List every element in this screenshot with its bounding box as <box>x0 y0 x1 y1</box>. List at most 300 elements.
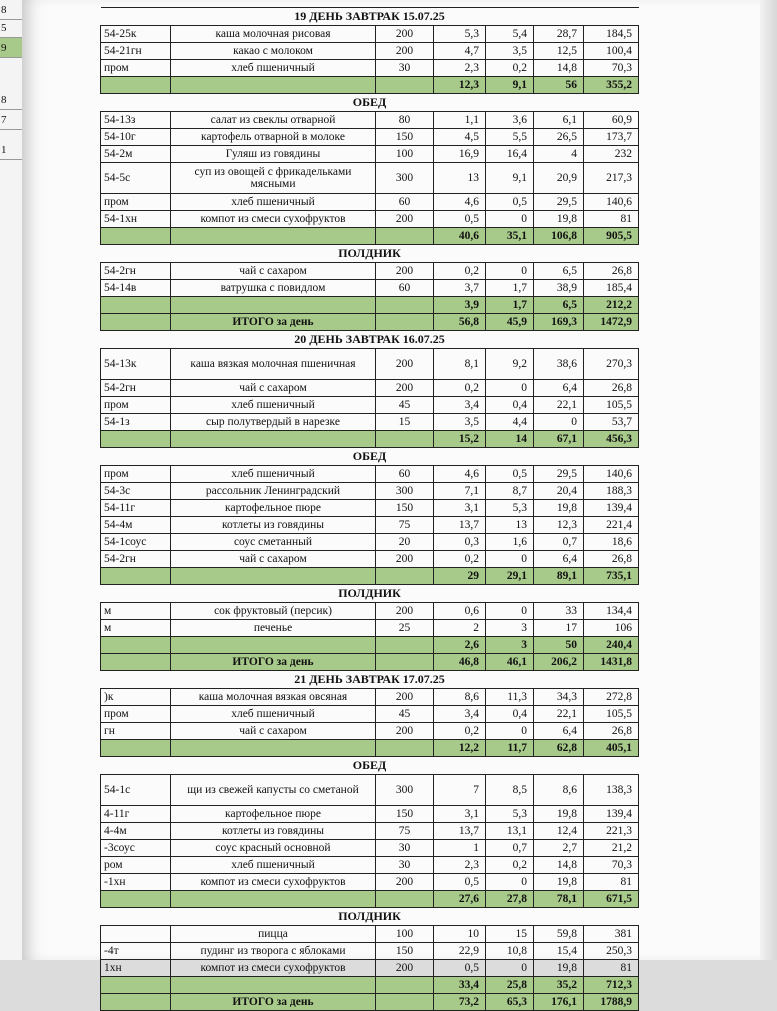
cell-protein: 0,2 <box>434 263 486 280</box>
cell-dish: каша молочная вязкая овсяная <box>171 689 376 706</box>
cell-kcal: 1788,9 <box>584 994 639 1011</box>
cell-protein: 40,6 <box>434 228 486 245</box>
dish-row <box>101 26 639 43</box>
cell-code <box>101 77 171 94</box>
cell-portion: 200 <box>376 263 434 280</box>
meal-section-header <box>101 757 639 775</box>
cell-code: -1хн <box>101 874 171 891</box>
cell-carbs: 2,7 <box>534 840 584 857</box>
cell-carbs: 6,5 <box>534 297 584 314</box>
cell-carbs: 106,8 <box>534 228 584 245</box>
cell-protein: 1 <box>434 840 486 857</box>
dish-row <box>101 943 639 960</box>
cell-portion <box>376 740 434 757</box>
cell-carbs: 6,1 <box>534 112 584 129</box>
cell-protein: 0,2 <box>434 380 486 397</box>
cell-fat: 3 <box>486 620 534 637</box>
dish-row <box>101 874 639 891</box>
cell-fat: 13,1 <box>486 823 534 840</box>
cell-dish <box>171 637 376 654</box>
dish-row <box>101 163 639 194</box>
cell-protein: 0,5 <box>434 874 486 891</box>
cell-portion: 150 <box>376 129 434 146</box>
cell-kcal: 105,5 <box>584 706 639 723</box>
cell-code: 54-13к <box>101 349 171 380</box>
section-title: ПОЛДНИК <box>101 585 639 603</box>
cell-code: 54-3с <box>101 483 171 500</box>
daily-menu-table <box>100 7 639 1011</box>
cell-kcal: 138,3 <box>584 775 639 806</box>
cell-code: пром <box>101 194 171 211</box>
cell-carbs: 6,4 <box>534 551 584 568</box>
cell-dish: компот из смеси сухофруктов <box>171 874 376 891</box>
cell-fat: 0,7 <box>486 840 534 857</box>
cell-carbs: 62,8 <box>534 740 584 757</box>
cell-portion <box>376 994 434 1011</box>
meal-section-header <box>101 94 639 112</box>
cell-protein: 3,5 <box>434 414 486 431</box>
cell-portion <box>376 654 434 671</box>
cell-protein: 0,5 <box>434 211 486 228</box>
background-spreadsheet-edge <box>0 0 23 960</box>
cell-portion: 200 <box>376 43 434 60</box>
dish-row <box>101 500 639 517</box>
cell-portion: 20 <box>376 534 434 551</box>
cell-dish: хлеб пшеничный <box>171 60 376 77</box>
cell-portion <box>376 77 434 94</box>
cell-code: 54-14в <box>101 280 171 297</box>
cell-kcal: 26,8 <box>584 263 639 280</box>
cell-carbs: 20,9 <box>534 163 584 194</box>
left-sheet-cell: 9 <box>0 38 22 58</box>
cell-code: 54-2гн <box>101 380 171 397</box>
left-sheet-cell: 1 <box>0 140 22 160</box>
dish-row <box>101 263 639 280</box>
cell-protein: 2 <box>434 620 486 637</box>
cell-dish: рассольник Ленинградский <box>171 483 376 500</box>
dish-row <box>101 349 639 380</box>
cell-dish: чай с сахаром <box>171 263 376 280</box>
cell-dish: какао с молоком <box>171 43 376 60</box>
cell-protein: 29 <box>434 568 486 585</box>
cell-portion <box>376 977 434 994</box>
cell-carbs: 19,8 <box>534 960 584 977</box>
cell-code <box>101 568 171 585</box>
cell-fat: 3 <box>486 637 534 654</box>
cell-fat: 0 <box>486 603 534 620</box>
cell-fat: 65,3 <box>486 994 534 1011</box>
cell-code: -4т <box>101 943 171 960</box>
cell-dish: салат из свеклы отварной <box>171 112 376 129</box>
cell-code: 4-4м <box>101 823 171 840</box>
dish-row <box>101 551 639 568</box>
cell-protein: 7,1 <box>434 483 486 500</box>
cell-carbs: 89,1 <box>534 568 584 585</box>
cell-portion <box>376 297 434 314</box>
cell-fat: 13 <box>486 517 534 534</box>
cell-portion: 75 <box>376 823 434 840</box>
cell-protein: 3,4 <box>434 706 486 723</box>
cell-protein: 8,6 <box>434 689 486 706</box>
cell-carbs: 4 <box>534 146 584 163</box>
cell-protein: 0,2 <box>434 551 486 568</box>
dish-row <box>101 620 639 637</box>
cell-dish: ИТОГО за день <box>171 994 376 1011</box>
dish-row <box>101 806 639 823</box>
cell-fat: 0 <box>486 211 534 228</box>
cell-fat: 16,4 <box>486 146 534 163</box>
dish-row <box>101 112 639 129</box>
left-sheet-cell: 8 <box>0 0 22 20</box>
cell-dish: картофель отварной в молоке <box>171 129 376 146</box>
cell-kcal: 106 <box>584 620 639 637</box>
cell-dish: пицца <box>171 926 376 943</box>
totals-row <box>101 637 639 654</box>
section-title: ОБЕД <box>101 94 639 112</box>
cell-kcal: 60,9 <box>584 112 639 129</box>
cell-portion: 200 <box>376 551 434 568</box>
cell-carbs: 6,4 <box>534 723 584 740</box>
cell-portion <box>376 314 434 331</box>
cell-portion: 200 <box>376 603 434 620</box>
cell-kcal: 1472,9 <box>584 314 639 331</box>
cell-carbs: 6,4 <box>534 380 584 397</box>
cell-carbs: 169,3 <box>534 314 584 331</box>
dish-row <box>101 689 639 706</box>
cell-dish <box>171 977 376 994</box>
cell-kcal: 53,7 <box>584 414 639 431</box>
totals-row <box>101 568 639 585</box>
cell-protein: 3,9 <box>434 297 486 314</box>
cell-carbs: 20,4 <box>534 483 584 500</box>
dish-row <box>101 146 639 163</box>
cell-dish <box>171 740 376 757</box>
cell-dish: хлеб пшеничный <box>171 466 376 483</box>
cell-portion: 200 <box>376 380 434 397</box>
cell-fat: 0 <box>486 263 534 280</box>
cell-code: пром <box>101 706 171 723</box>
cell-kcal: 905,5 <box>584 228 639 245</box>
cell-dish: компот из смеси сухофруктов <box>171 960 376 977</box>
cell-dish: сок фруктовый (персик) <box>171 603 376 620</box>
cell-kcal: 232 <box>584 146 639 163</box>
cell-portion: 200 <box>376 349 434 380</box>
cell-kcal: 405,1 <box>584 740 639 757</box>
dish-row <box>101 483 639 500</box>
cell-kcal: 270,3 <box>584 349 639 380</box>
cell-portion: 200 <box>376 689 434 706</box>
cell-kcal: 18,6 <box>584 534 639 551</box>
cell-fat: 1,6 <box>486 534 534 551</box>
cell-kcal: 1431,8 <box>584 654 639 671</box>
cell-kcal: 26,8 <box>584 551 639 568</box>
cell-carbs: 67,1 <box>534 431 584 448</box>
cell-fat: 1,7 <box>486 280 534 297</box>
cell-protein: 3,1 <box>434 500 486 517</box>
dish-row <box>101 960 639 977</box>
totals-row <box>101 431 639 448</box>
cell-protein: 5,3 <box>434 26 486 43</box>
cell-kcal: 70,3 <box>584 857 639 874</box>
dish-row <box>101 60 639 77</box>
cell-kcal: 100,4 <box>584 43 639 60</box>
cell-kcal: 735,1 <box>584 568 639 585</box>
cell-carbs: 33 <box>534 603 584 620</box>
cell-kcal: 456,3 <box>584 431 639 448</box>
cell-kcal: 671,5 <box>584 891 639 908</box>
cell-fat: 0,2 <box>486 857 534 874</box>
cell-protein: 2,3 <box>434 60 486 77</box>
dish-row <box>101 43 639 60</box>
cell-fat: 0,5 <box>486 466 534 483</box>
cell-fat: 9,2 <box>486 349 534 380</box>
cell-protein: 56,8 <box>434 314 486 331</box>
cell-code <box>101 314 171 331</box>
cell-kcal: 81 <box>584 960 639 977</box>
dish-row <box>101 414 639 431</box>
cell-protein: 12,3 <box>434 77 486 94</box>
meal-section-header <box>101 908 639 926</box>
cell-code <box>101 740 171 757</box>
cell-dish: хлеб пшеничный <box>171 857 376 874</box>
cell-dish: соус красный основной <box>171 840 376 857</box>
cell-code <box>101 637 171 654</box>
cell-carbs: 22,1 <box>534 397 584 414</box>
cell-kcal: 139,4 <box>584 806 639 823</box>
totals-row <box>101 891 639 908</box>
meal-section-header <box>101 585 639 603</box>
cell-code: 54-1с <box>101 775 171 806</box>
cell-code: 54-2м <box>101 146 171 163</box>
cell-carbs: 26,5 <box>534 129 584 146</box>
cell-fat: 45,9 <box>486 314 534 331</box>
cell-protein: 1,1 <box>434 112 486 129</box>
cell-kcal: 173,7 <box>584 129 639 146</box>
totals-row <box>101 314 639 331</box>
cell-protein: 0,2 <box>434 723 486 740</box>
cell-code <box>101 654 171 671</box>
cell-fat: 9,1 <box>486 77 534 94</box>
cell-dish <box>171 891 376 908</box>
meal-section-header <box>101 331 639 349</box>
cell-code: м <box>101 620 171 637</box>
cell-fat: 0,4 <box>486 397 534 414</box>
cell-protein: 10 <box>434 926 486 943</box>
cell-kcal: 212,2 <box>584 297 639 314</box>
cell-portion: 200 <box>376 26 434 43</box>
cell-carbs: 56 <box>534 77 584 94</box>
cell-fat: 5,3 <box>486 500 534 517</box>
cell-dish: чай с сахаром <box>171 380 376 397</box>
dish-row <box>101 603 639 620</box>
cell-fat: 27,8 <box>486 891 534 908</box>
cell-portion: 300 <box>376 483 434 500</box>
cell-code: пром <box>101 466 171 483</box>
cell-portion <box>376 568 434 585</box>
dish-row <box>101 194 639 211</box>
totals-row <box>101 654 639 671</box>
cell-protein: 8,1 <box>434 349 486 380</box>
meal-section-header <box>101 671 639 689</box>
cell-fat: 9,1 <box>486 163 534 194</box>
cell-carbs: 206,2 <box>534 654 584 671</box>
totals-row <box>101 297 639 314</box>
cell-portion: 15 <box>376 414 434 431</box>
cell-kcal: 217,3 <box>584 163 639 194</box>
cell-fat: 29,1 <box>486 568 534 585</box>
cell-portion: 200 <box>376 211 434 228</box>
cell-fat: 8,5 <box>486 775 534 806</box>
cell-code: 54-2гн <box>101 263 171 280</box>
cell-fat: 0 <box>486 960 534 977</box>
cell-carbs: 12,4 <box>534 823 584 840</box>
cell-kcal: 240,4 <box>584 637 639 654</box>
cell-fat: 11,3 <box>486 689 534 706</box>
cell-dish: хлеб пшеничный <box>171 706 376 723</box>
cell-portion: 80 <box>376 112 434 129</box>
cell-protein: 22,9 <box>434 943 486 960</box>
cell-code: )к <box>101 689 171 706</box>
cell-carbs: 35,2 <box>534 977 584 994</box>
cell-kcal: 250,3 <box>584 943 639 960</box>
cell-code: 54-4м <box>101 517 171 534</box>
meal-section-header <box>101 448 639 466</box>
cell-kcal: 221,3 <box>584 823 639 840</box>
cell-protein: 27,6 <box>434 891 486 908</box>
cell-carbs: 19,8 <box>534 500 584 517</box>
cell-dish: соус сметанный <box>171 534 376 551</box>
cell-protein: 12,2 <box>434 740 486 757</box>
left-sheet-cell: 8 <box>0 90 22 110</box>
dish-row <box>101 129 639 146</box>
cell-fat: 4,4 <box>486 414 534 431</box>
cell-code: 54-5с <box>101 163 171 194</box>
cell-code: 54-1з <box>101 414 171 431</box>
cell-kcal: 140,6 <box>584 466 639 483</box>
cell-carbs: 19,8 <box>534 874 584 891</box>
cell-dish: сыр полутвердый в нарезке <box>171 414 376 431</box>
cell-portion: 60 <box>376 280 434 297</box>
cell-protein: 4,5 <box>434 129 486 146</box>
cell-carbs: 176,1 <box>534 994 584 1011</box>
cell-code: 54-1хн <box>101 211 171 228</box>
cell-fat: 0 <box>486 380 534 397</box>
meal-section-header <box>101 245 639 263</box>
cell-carbs: 12,3 <box>534 517 584 534</box>
cell-dish: котлеты из говядины <box>171 517 376 534</box>
cell-dish <box>171 228 376 245</box>
dish-row <box>101 380 639 397</box>
cell-carbs: 29,5 <box>534 194 584 211</box>
cell-fat: 0,2 <box>486 60 534 77</box>
cell-code: 54-1соус <box>101 534 171 551</box>
cell-kcal: 21,2 <box>584 840 639 857</box>
cell-fat: 46,1 <box>486 654 534 671</box>
section-title: 19 ДЕНЬ ЗАВТРАК 15.07.25 <box>101 8 639 26</box>
dish-row <box>101 706 639 723</box>
cell-protein: 7 <box>434 775 486 806</box>
cell-protein: 3,1 <box>434 806 486 823</box>
cell-carbs: 6,5 <box>534 263 584 280</box>
cell-portion: 200 <box>376 960 434 977</box>
cell-dish: Гуляш из говядины <box>171 146 376 163</box>
totals-row <box>101 994 639 1011</box>
cell-dish: картофельное пюре <box>171 806 376 823</box>
cell-dish: печенье <box>171 620 376 637</box>
totals-row <box>101 228 639 245</box>
cell-fat: 0 <box>486 551 534 568</box>
dish-row <box>101 534 639 551</box>
cell-carbs: 38,9 <box>534 280 584 297</box>
cell-dish <box>171 297 376 314</box>
cell-dish: суп из овощей с фрикадельками мясными <box>171 163 376 194</box>
cell-portion: 150 <box>376 500 434 517</box>
cell-portion: 45 <box>376 397 434 414</box>
totals-row <box>101 977 639 994</box>
cell-kcal: 185,4 <box>584 280 639 297</box>
totals-row <box>101 77 639 94</box>
cell-code <box>101 994 171 1011</box>
section-title: 21 ДЕНЬ ЗАВТРАК 17.07.25 <box>101 671 639 689</box>
dish-row <box>101 857 639 874</box>
cell-carbs: 19,8 <box>534 806 584 823</box>
cell-protein: 16,9 <box>434 146 486 163</box>
cell-fat: 0 <box>486 723 534 740</box>
cell-fat: 5,4 <box>486 26 534 43</box>
cell-kcal: 221,4 <box>584 517 639 534</box>
cell-dish <box>171 568 376 585</box>
cell-dish: ватрушка с повидлом <box>171 280 376 297</box>
cell-carbs: 28,7 <box>534 26 584 43</box>
cell-fat: 1,7 <box>486 297 534 314</box>
dish-row <box>101 926 639 943</box>
cell-portion: 25 <box>376 620 434 637</box>
cell-code: -3соус <box>101 840 171 857</box>
cell-protein: 4,6 <box>434 466 486 483</box>
cell-protein: 15,2 <box>434 431 486 448</box>
cell-portion: 150 <box>376 806 434 823</box>
cell-kcal: 70,3 <box>584 60 639 77</box>
cell-carbs: 50 <box>534 637 584 654</box>
cell-protein: 46,8 <box>434 654 486 671</box>
cell-portion: 150 <box>376 943 434 960</box>
page-edge-shadow <box>760 0 777 960</box>
cell-code: 54-25к <box>101 26 171 43</box>
cell-kcal: 26,8 <box>584 380 639 397</box>
cell-portion: 30 <box>376 840 434 857</box>
cell-portion: 200 <box>376 874 434 891</box>
cell-dish: ИТОГО за день <box>171 654 376 671</box>
dish-row <box>101 211 639 228</box>
cell-portion: 30 <box>376 857 434 874</box>
cell-protein: 4,6 <box>434 194 486 211</box>
totals-row <box>101 740 639 757</box>
cell-carbs: 15,4 <box>534 943 584 960</box>
cell-dish: картофельное пюре <box>171 500 376 517</box>
cell-carbs: 34,3 <box>534 689 584 706</box>
cell-kcal: 381 <box>584 926 639 943</box>
cell-protein: 0,6 <box>434 603 486 620</box>
cell-kcal: 355,2 <box>584 77 639 94</box>
cell-code <box>101 891 171 908</box>
dish-row <box>101 775 639 806</box>
cell-portion: 100 <box>376 146 434 163</box>
cell-code <box>101 977 171 994</box>
cell-fat: 3,5 <box>486 43 534 60</box>
cell-dish <box>171 431 376 448</box>
left-sheet-cell: 7 <box>0 110 22 130</box>
cell-code: 54-21гн <box>101 43 171 60</box>
